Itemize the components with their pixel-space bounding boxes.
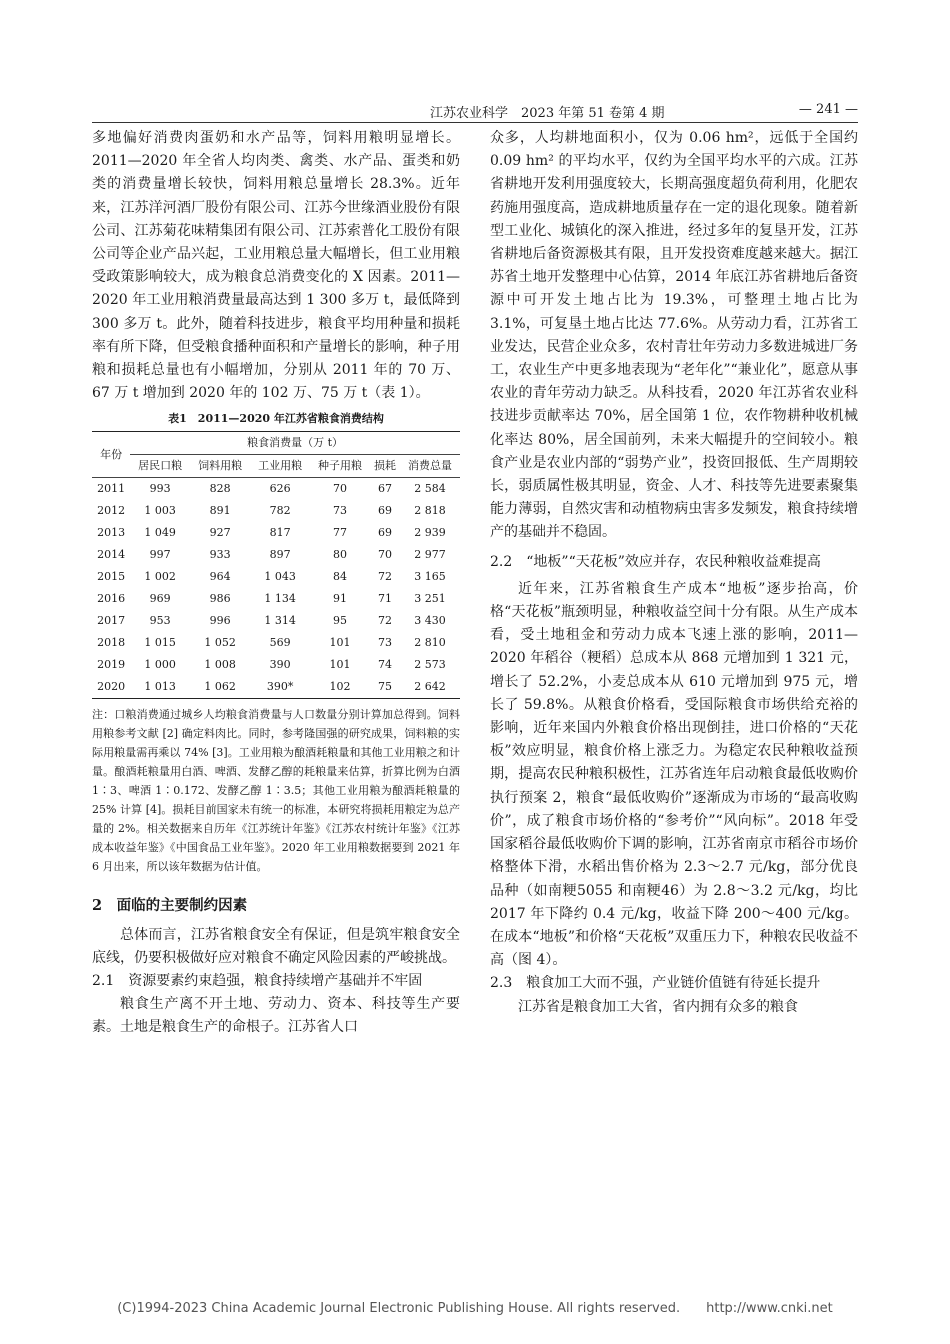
- table-cell: 390*: [266, 680, 294, 694]
- subsection-2-3-paragraph: 江苏省是粮食加工大省，省内拥有众多的粮食: [518, 998, 798, 1015]
- table-cell-year: 2018: [97, 636, 126, 650]
- table-cell: 77: [333, 526, 348, 540]
- table-cell: 3 251: [414, 592, 446, 606]
- table-header-group: 粮食消费量（万 t）: [130, 432, 460, 455]
- table-cell: 1 015: [144, 636, 176, 650]
- copyright-footer: (C)1994-2023 China Academic Journal Electronic Publishing House. All rights reserved. http://www.cnki.net: [117, 1301, 833, 1316]
- table-cell-year: 2015: [97, 570, 126, 584]
- subsection-2-2-title: 2.2 “地板”“天花板”效应并存，农民种粮收益难提高: [490, 553, 821, 570]
- subsection-2-3-title: 2.3 粮食加工大而不强，产业链价值链有待延长提升: [490, 975, 821, 992]
- table-cell: 817: [269, 526, 291, 540]
- table-cell: 70: [333, 482, 348, 496]
- table-cell: 1 008: [204, 658, 236, 672]
- table-cell: 73: [333, 504, 348, 518]
- right-column: [490, 127, 858, 1019]
- table-cell: 1 003: [144, 504, 176, 518]
- table-cell: 102: [329, 680, 351, 694]
- table-cell: 71: [378, 592, 393, 606]
- table-column-header: 损耗: [374, 459, 397, 473]
- table-row: [92, 588, 460, 610]
- table-cell: 927: [209, 526, 231, 540]
- table-cell: 84: [333, 570, 348, 584]
- table-cell: 626: [269, 482, 291, 496]
- table-cell: 3 165: [414, 570, 446, 584]
- table-cell: 2 810: [414, 636, 446, 650]
- table-header-year: 年份: [92, 432, 130, 478]
- left-column: [92, 127, 460, 1040]
- running-header: [92, 100, 858, 123]
- table-cell: 1 052: [204, 636, 236, 650]
- table-cell-year: 2011: [97, 482, 126, 496]
- section-2-paragraph: 总体而言，江苏省粮食安全有保证，但是筑牢粮食安全底线，仍要积极做好应对粮食不确定风险因素的严峻挑战。: [92, 926, 460, 966]
- table-cell: 828: [209, 482, 231, 496]
- table-cell: 933: [209, 548, 231, 562]
- table-cell: 70: [378, 548, 393, 562]
- table-row: [92, 566, 460, 588]
- table-cell-year: 2016: [97, 592, 126, 606]
- table-cell: 993: [149, 482, 171, 496]
- table-cell-year: 2013: [97, 526, 126, 540]
- table-cell: 569: [269, 636, 291, 650]
- table-cell: 2 977: [414, 548, 446, 562]
- table-cell: 2 573: [414, 658, 446, 672]
- table-cell: 67: [378, 482, 393, 496]
- table-column-header: 种子用粮: [318, 459, 363, 473]
- table-cell: 95: [333, 614, 348, 628]
- table-cell: 1 013: [144, 680, 176, 694]
- table-cell: 3 430: [414, 614, 446, 628]
- table-caption: 表1 2011—2020 年江苏省粮食消费结构: [168, 412, 384, 426]
- table-row: [92, 522, 460, 544]
- subsection-2-1-paragraph: 粮食生产离不开土地、劳动力、资本、科技等生产要素。土地是粮食生产的命根子。江苏省人口: [92, 996, 460, 1036]
- table-cell: 2 584: [414, 482, 446, 496]
- table-cell-year: 2014: [97, 548, 126, 562]
- table-cell: 897: [269, 548, 291, 562]
- table-cell-year: 2020: [97, 680, 126, 694]
- table-cell-year: 2012: [97, 504, 126, 518]
- table-cell: 80: [333, 548, 348, 562]
- table-cell: 997: [149, 548, 171, 562]
- subsection-2-2-paragraph: 近年来，江苏省粮食生产成本“地板”逐步抬高，价格“天花板”瓶颈明显，种粮收益空间十分有限。从生产成本看，受土地租金和劳动力成本飞速上涨的影响，2011—2020 年稻谷（粳稻）总成本从 868 元增加到 1 321 元，增长了 52.2%，小麦总成本从 610 元增加到 975 元，增长了 59.8%。从粮食价格看，受国际粮食市场供给充裕的影响，近年来国内外粮食价格出现倒挂，进口价格的“天花板”效应明显，粮食价格上涨乏力。为稳定农民种粮收益预期，提高农民种粮积极性，江苏省连年启动粮食最低收购价执行预案 2，粮食“最低收购价”逐渐成为市场的“最高收购价”，成了粮食市场价格的“参考价”“风向标”。2018 年受国家稻谷最低收购价下调的影响，江苏省南京市稻谷市场价格整体下滑，水稻出售价格为 2.3～2.7 元/kg，部分优良品种（如南粳5055 和南粳46）为 2.8～3.2 元/kg，均比 2017 年下降约 0.4 元/kg，收益下降 200～400 元/kg。在成本“地板”和价格“天花板”双重压力下，种粮农民收益不高（图 4）。: [490, 580, 858, 969]
- table-cell: 1 002: [144, 570, 176, 584]
- table-cell: 964: [209, 570, 231, 584]
- table-note: 注：口粮消费通过城乡人均粮食消费量与人口数量分别计算加总得到。饲料用粮参考文献 [2] 确定料肉比。同时，参考隆国强的研究成果，饲料粮的实际用粮量需再乘以 74% [3]。工业用粮为酿酒耗粮量和其他工业用粮之和计量。酿酒耗粮量用白酒、啤酒、发酵乙醇的耗粮量来估算，折算比例为白酒 1∶3、啤酒 1∶0.172、发酵乙醇 1∶3.5；其他工业用粮为酿酒耗粮量的 25% 计算 [4]。损耗目前国家未有统一的标准，本研究将损耗用粮定为总产量的 2%。相关数据来自历年《江苏统计年鉴》《江苏农村统计年鉴》《江苏成本收益年鉴》《中国食品工业年鉴》。2020 年工业用粮数据要到 2021 年 6 月出来，所以该年数据为估计值。: [92, 708, 460, 874]
- table-column-header: 工业用粮: [258, 459, 303, 473]
- table-cell: 75: [378, 680, 393, 694]
- table-cell: 1 000: [144, 658, 176, 672]
- table-cell: 72: [378, 614, 393, 628]
- table-row: [92, 676, 460, 699]
- table-cell: 1 062: [204, 680, 236, 694]
- table-cell: 996: [209, 614, 231, 628]
- table-column-header: 消费总量: [408, 459, 452, 473]
- table-cell: 2 939: [414, 526, 446, 540]
- table-cell: 69: [378, 526, 393, 540]
- table-row: [92, 544, 460, 566]
- table-cell: 101: [329, 658, 351, 672]
- table-column-header: 居民口粮: [138, 459, 183, 473]
- table-cell: 73: [378, 636, 393, 650]
- table-row: [92, 610, 460, 632]
- table-row: [92, 478, 460, 501]
- consumption-table: [92, 431, 460, 699]
- page-number: — 241 —: [798, 102, 858, 117]
- left-paragraph-1: 多地偏好消费肉蛋奶和水产品等，饲料用粮明显增长。2011—2020 年全省人均肉类、禽类、水产品、蛋类和奶类的消费量增长较快，饲料用粮总量增长 28.3%。近年来，江苏洋河酒厂股份有限公司、江苏今世缘酒业股份有限公司、江苏菊花味精集团有限公司、江苏索普化工股份有限公司等企业产品兴起，工业用粮总量大幅增长，但工业用粮受政策影响较大，成为粮食总消费变化的 X 因素。2011—2020 年工业用粮消费量最高达到 1 300 多万 t，最低降到 300 多万 t。此外，随着科技进步，粮食平均用种量和损耗率有所下降，但受粮食播种面积和产量增长的影响，种子用粮和损耗总量也有小幅增加，分别从 2011 年的 70 万、67 万 t 增加到 2020 年的 102 万、75 万 t（表 1）。: [92, 130, 460, 402]
- table-cell: 91: [333, 592, 348, 606]
- table-cell: 1 134: [264, 592, 296, 606]
- table-cell: 72: [378, 570, 393, 584]
- table-cell: 69: [378, 504, 393, 518]
- right-paragraph-1: 众多，人均耕地面积小，仅为 0.06 hm²，远低于全国约 0.09 hm² 的平均水平，仅约为全国平均水平的六成。江苏省耕地开发利用强度较大，长期高强度超负荷利用，化肥农药施用强度高，造成耕地质量存在一定的退化现象。随着新型工业化、城镇化的深入推进，经过多年的复垦开发，江苏省耕地后备资源极其有限，且开发投资难度越来越大。据江苏省土地开发整理中心估算，2014 年底江苏省耕地后备资源中可开发土地占比为 19.3%，可整理土地占比为 3.1%，可复垦土地占比达 77.6%。从劳动力看，江苏省工业发达，民营企业众多，农村青壮年劳动力多数进城进厂务工，农业生产中更多地表现为“老年化”“兼业化”，愿意从事农业的青年劳动力缺乏。从科技看，2020 年江苏省农业科技进步贡献率达 70%，居全国第 1 位，农作物耕种收机械化率达 80%，居全国前列，未来大幅提升的空间较小。粮食产业是农业内部的“弱势产业”，投资回报低、生产周期较长，弱质属性极其明显，资金、人才、科技等先进要素聚集能力薄弱，自然灾害和动植物病虫害多发频发，粮食持续增产的基础并不稳固。: [490, 130, 858, 541]
- table-cell: 101: [329, 636, 351, 650]
- table-cell: 953: [149, 614, 171, 628]
- table-cell: 986: [209, 592, 231, 606]
- section-2-title: 2 面临的主要制约因素: [92, 897, 248, 915]
- table-cell: 969: [149, 592, 171, 606]
- subsection-2-1-title: 2.1 资源要素约束趋强，粮食持续增产基础并不牢固: [92, 973, 423, 990]
- table-cell: 1 043: [264, 570, 296, 584]
- table-row: [92, 632, 460, 654]
- table-cell: 2 818: [414, 504, 446, 518]
- table-cell: 2 642: [414, 680, 446, 694]
- table-cell: 1 049: [144, 526, 176, 540]
- table-row: [92, 500, 460, 522]
- table-row: [92, 654, 460, 676]
- table-cell: 782: [269, 504, 291, 518]
- table-cell: 891: [209, 504, 231, 518]
- table-cell-year: 2019: [97, 658, 126, 672]
- journal-info: 江苏农业科学 2023 年第 51 卷第 4 期: [430, 106, 665, 121]
- table-cell: 1 314: [264, 614, 296, 628]
- table-cell-year: 2017: [97, 614, 126, 628]
- table-cell: 390: [269, 658, 291, 672]
- table-column-header: 饲料用粮: [198, 459, 243, 473]
- table-cell: 74: [378, 658, 393, 672]
